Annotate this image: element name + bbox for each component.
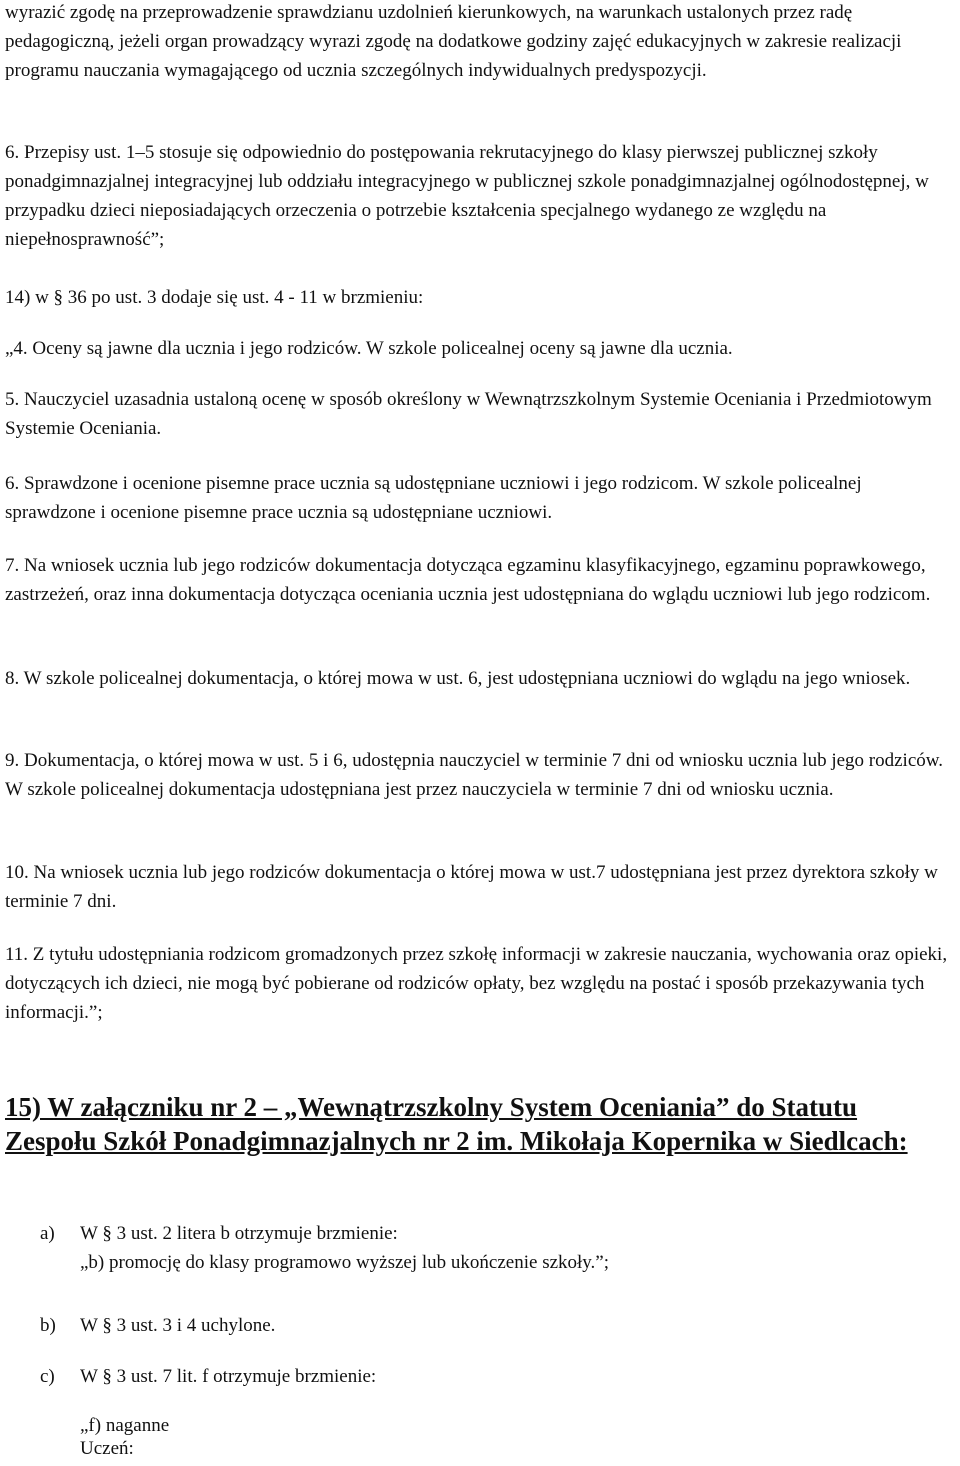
paragraph-ust-7: 7. Na wniosek ucznia lub jego rodziców dokumentacja dotycząca egzaminu klasyfikacyjnego, egzaminu poprawkowego, zastrzeżeń, oraz inna dokumentacja dotycząca oceniania ucznia jest udostępniana do wglądu uczniowi lub jego rodzicom. [5, 555, 931, 605]
paragraph-ust-6: 6. Sprawdzone i ocenione pisemne prace ucznia są udostępniane uczniowi i jego rodzicom. W szkole policealnej sprawdzone i ocenione pisemne prace ucznia są udostępniane uczniowi. [5, 473, 862, 523]
paragraph-14: 14) w § 36 po ust. 3 dodaje się ust. 4 - 11 w brzmieniu: [5, 287, 424, 308]
list-item-letter: c) [40, 1366, 55, 1387]
paragraph-intro: wyrazić zgodę na przeprowadzenie sprawdzianu uzdolnień kierunkowych, na warunkach ustalonych przez radę pedagogiczną, jeżeli organ prowadzący wyrazi zgodę na dodatkowe godziny zajęć edukacyjnych w zakresie realizacji programu nauczania wymagającego od ucznia szczególnych indywidualnych predyspozycji. [5, 2, 902, 81]
paragraph-ust-8: 8. W szkole policealnej dokumentacja, o której mowa w ust. 6, jest udostępniana uczniowi do wglądu na jego wniosek. [5, 668, 911, 689]
list-item-text: W § 3 ust. 7 lit. f otrzymuje brzmienie: [80, 1366, 377, 1387]
list-item-letter: b) [40, 1315, 56, 1336]
list-item-letter: a) [40, 1223, 55, 1244]
paragraph-ust-11: 11. Z tytułu udostępniania rodzicom gromadzonych przez szkołę informacji w zakresie nauczania, wychowania oraz opieki, dotyczących ich dzieci, nie mogą być pobierane od rodziców opłaty, bez względu na postać i sposób przekazywania tych informacji.”; [5, 944, 948, 1023]
list-item-text: W § 3 ust. 2 litera b otrzymuje brzmienie: [80, 1223, 398, 1244]
list-item-text: W § 3 ust. 3 i 4 uchylone. [80, 1315, 276, 1336]
paragraph-ust-5: 5. Nauczyciel uzasadnia ustaloną ocenę w sposób określony w Wewnątrzszkolnym Systemie Oceniania i Przedmiotowym Systemie Oceniania. [5, 389, 932, 439]
item-c-quote: „f) naganne [80, 1415, 170, 1436]
item-a-quote: „b) promocję do klasy programowo wyższej lub ukończenie szkoły.”; [80, 1252, 610, 1273]
paragraph-ust-9: 9. Dokumentacja, o której mowa w ust. 5 i 6, udostępnia nauczyciel w terminie 7 dni od wniosku ucznia lub jego rodziców. W szkole policealnej dokumentacja udostępniana jest przez nauczyciela w terminie 7 dni od wniosku ucznia. [5, 750, 943, 800]
section-heading-15: 15) W załączniku nr 2 – „Wewnątrzszkolny System Oceniania” do Statutu Zespołu Szkół Ponadgimnazjalnych nr 2 im. Mikołaja Kopernika w Siedlcach: [5, 1092, 908, 1156]
paragraph-6: 6. Przepisy ust. 1–5 stosuje się odpowiednio do postępowania rekrutacyjnego do klasy pierwszej publicznej szkoły ponadgimnazjalnej integracyjnej lub oddziału integracyjnego w publicznej szkole ponadgimnazjalnej ogólnodostępnej, w przypadku dzieci nieposiadających orzeczenia o potrzebie kształcenia specjalnego wydanego ze względu na niepełnosprawność”; [5, 142, 929, 250]
item-c-line2: Uczeń: [80, 1438, 134, 1459]
paragraph-ust-4: „4. Oceny są jawne dla ucznia i jego rodziców. W szkole policealnej oceny są jawne dla ucznia. [5, 338, 733, 359]
paragraph-ust-10: 10. Na wniosek ucznia lub jego rodziców dokumentacja o której mowa w ust.7 udostępniana jest przez dyrektora szkoły w terminie 7 dni. [5, 862, 938, 912]
